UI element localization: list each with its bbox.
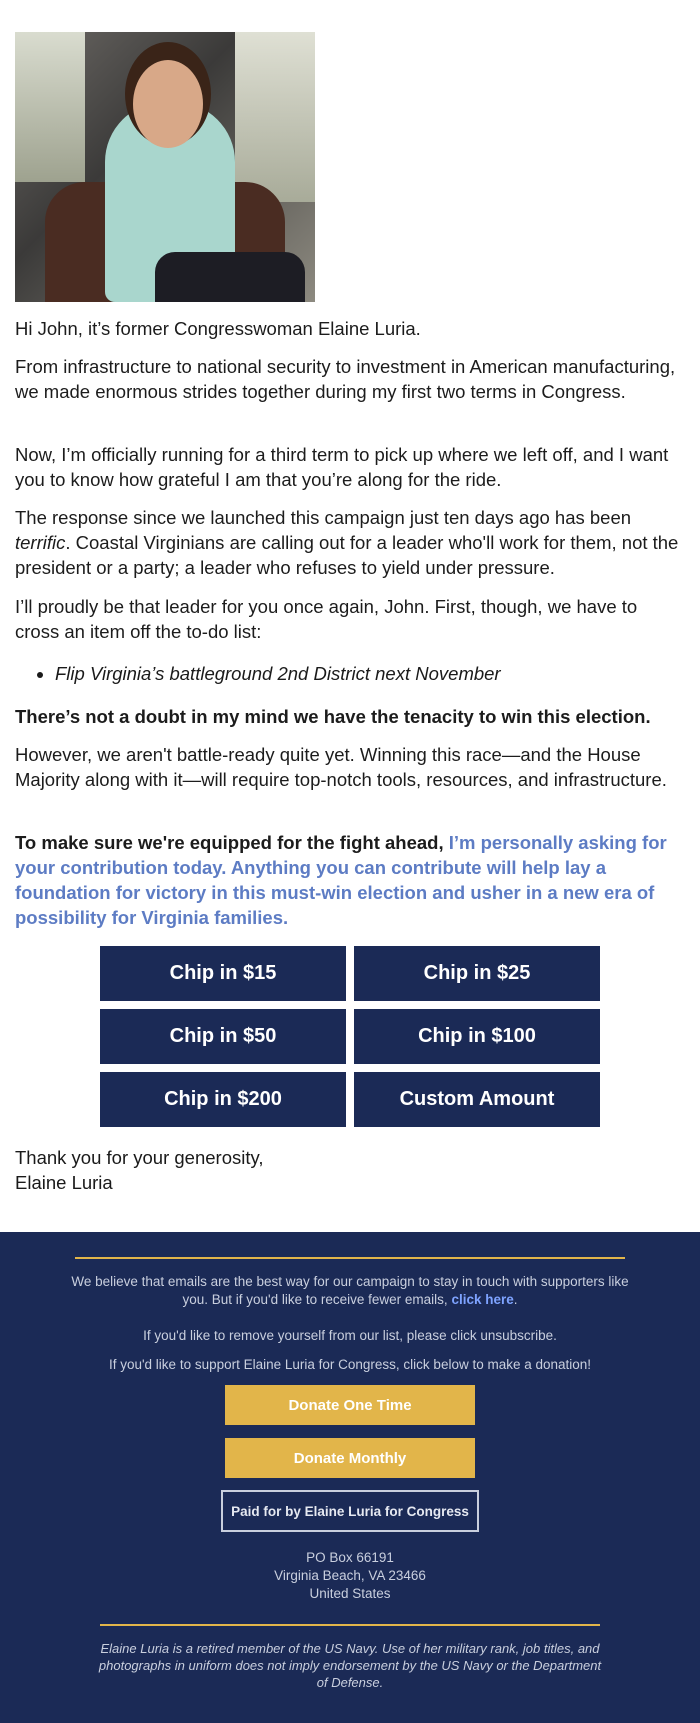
- fewer-emails-link[interactable]: click here: [451, 1292, 514, 1307]
- chip-in-200-button[interactable]: Chip in $200: [100, 1072, 346, 1127]
- todo-list: [15, 661, 700, 686]
- footer: [0, 1232, 700, 1723]
- chip-in-15-button[interactable]: Chip in $15: [100, 946, 346, 1001]
- custom-amount-button[interactable]: Custom Amount: [354, 1072, 600, 1127]
- signoff: Thank you for your generosity, Elaine Luria: [15, 1147, 264, 1193]
- paragraph-accomplishments: From infrastructure to national security to investment in American manufacturing, we made enormous strides together during my first two terms in Congress.: [15, 356, 676, 402]
- footer-divider-bottom: [100, 1624, 600, 1626]
- paid-for-box: Paid for by Elaine Luria for Congress: [221, 1490, 479, 1532]
- chip-in-100-button[interactable]: Chip in $100: [354, 1009, 600, 1064]
- donate-one-time-button[interactable]: Donate One Time: [225, 1385, 475, 1425]
- donate-monthly-button[interactable]: Donate Monthly: [225, 1438, 475, 1478]
- tenacity-line: There’s not a doubt in my mind we have the tenacity to win this election.: [15, 706, 651, 727]
- paragraph-leader: I’ll proudly be that leader for you once again, John. First, though, we have to cross an item off the to-do list:: [15, 596, 638, 642]
- paragraph-battle-ready: However, we aren't battle-ready quite yet. Winning this race—and the House Majority along with it—will require top-notch tools, resources, and infrastructure.: [15, 744, 667, 790]
- support-note: If you'd like to support Elaine Luria for Congress, click below to make a donation!: [108, 1357, 592, 1372]
- candidate-photo: [15, 32, 315, 302]
- contribution-ask: To make sure we're equipped for the fight ahead, I’m personally asking for your contribution today. Anything you can contribute will help lay a foundation for victory in this must-win election and usher in a new era of possibility for Virginia families.: [15, 832, 667, 928]
- fewer-emails-note: We believe that emails are the best way for our campaign to stay in touch with supporters like you. But if you'd like to receive fewer emails, click here.: [71, 1274, 629, 1307]
- military-disclaimer: Elaine Luria is a retired member of the US Navy. Use of her military rank, job titles, and photographs in uniform does not imply endorsement by the US Navy or the Department of Defense.: [98, 1641, 602, 1690]
- footer-divider-top: [75, 1257, 625, 1259]
- chip-in-50-button[interactable]: Chip in $50: [100, 1009, 346, 1064]
- signature: Elaine Luria: [15, 1172, 113, 1193]
- paragraph-third-term: Now, I’m officially running for a third term to pick up where we left off, and I want you to know how grateful I am that you’re along for the ride.: [15, 444, 669, 490]
- todo-item: • Flip Virginia’s battleground 2nd District next November: [55, 661, 700, 686]
- paragraph-response: The response since we launched this campaign just ten days ago has been terrific. Coastal Virginians are calling out for a leader who'll work for them, not the president or a party; a leader who refuses to yield under pressure.: [15, 507, 679, 578]
- chip-in-25-button[interactable]: Chip in $25: [354, 946, 600, 1001]
- greeting: Hi John, it’s former Congresswoman Elaine Luria.: [15, 318, 421, 339]
- mailing-address: PO Box 66191 Virginia Beach, VA 23466 United States: [274, 1550, 426, 1601]
- unsubscribe-note: If you'd like to remove yourself from our list, please click unsubscribe.: [143, 1328, 557, 1343]
